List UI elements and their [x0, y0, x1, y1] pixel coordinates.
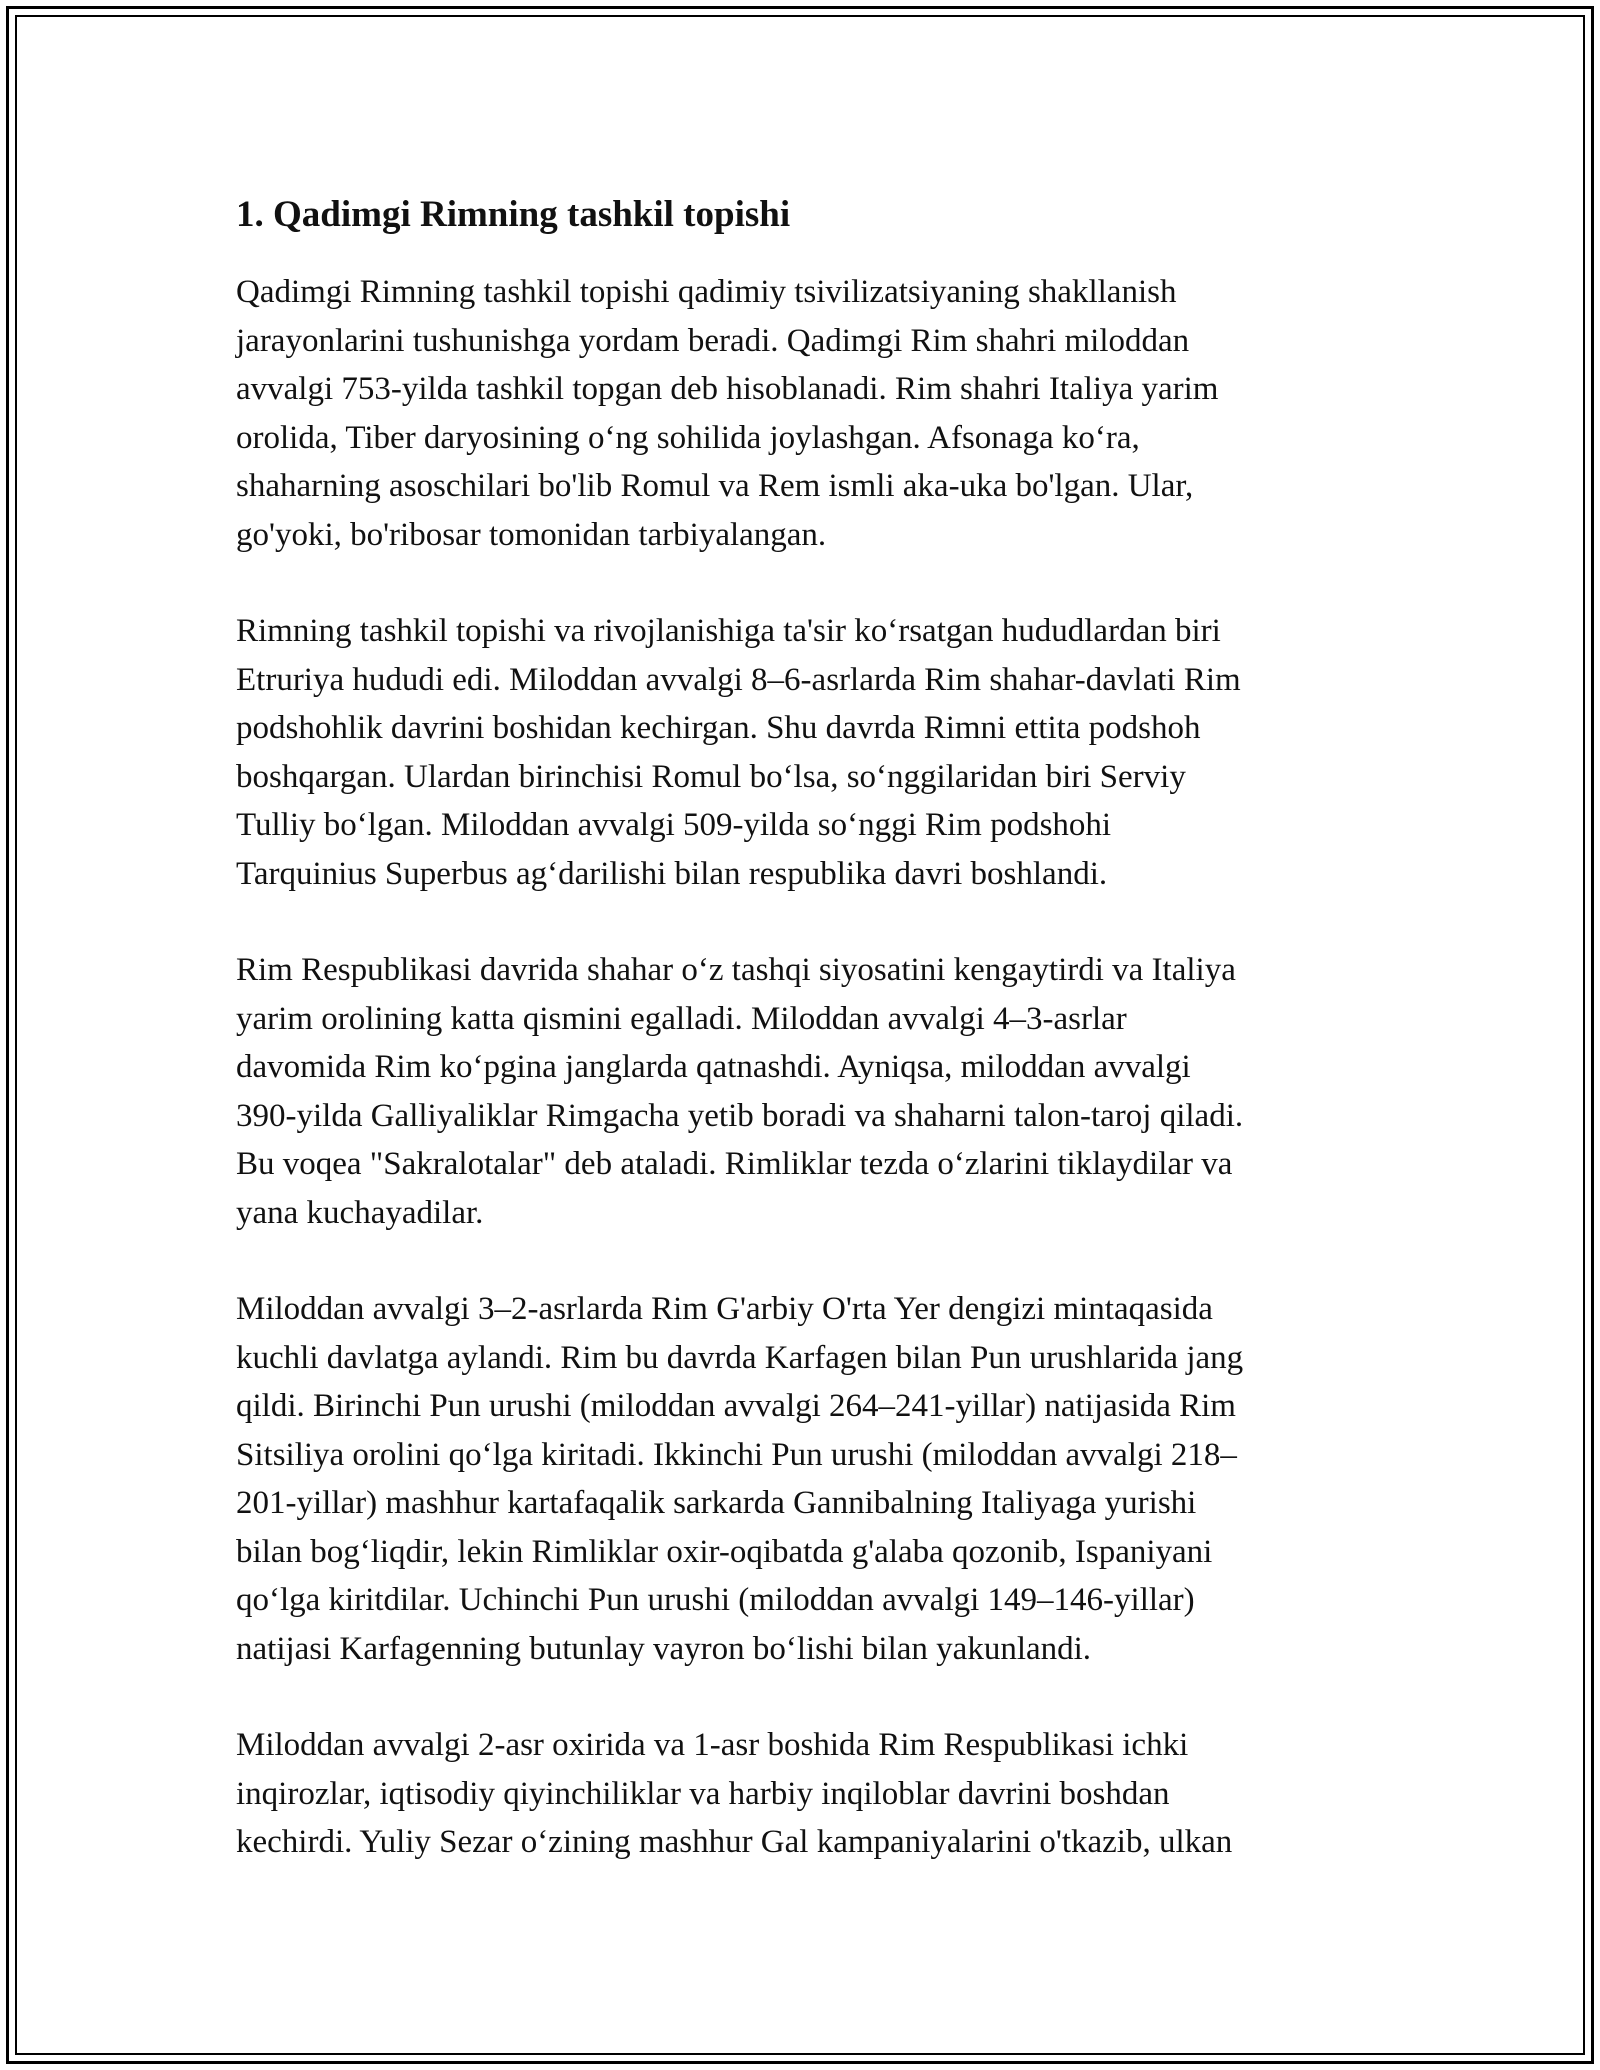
- paragraph-3: Rim Respublikasi davrida shahar o‘z tashqi siyosatini kengaytirdi va Italiya yarim orolining katta qismini egalladi. Miloddan avvalgi 4–3-asrlar davomida Rim ko‘pgina janglarda qatnashdi. Ayniqsa, miloddan avvalgi 390-yilda Galliyaliklar Rimgacha yetib boradi va shaharni talon-taroj qiladi. Bu voqea "Sakralotalar" deb ataladi. Rimliklar tezda o‘zlarini tiklaydilar va yana kuchayadilar.: [236, 952, 1244, 1231]
- paragraph-1: Qadimgi Rimning tashkil topishi qadimiy tsivilizatsiyaning shakllanish jarayonlarini tushunishga yordam beradi. Qadimgi Rim shahri miloddan avvalgi 753-yilda tashkil topgan deb hisoblanadi. Rim shahri Italiya yarim orolida, Tiber daryosining o‘ng sohilida joylashgan. Afsonaga ko‘ra, shaharning asoschilari bo'lib Romul va Rem ismli aka-uka bo'lgan. Ular, go'yoki, bo'ribosar tomonidan tarbiyalangan.: [236, 274, 1219, 553]
- paragraph-5: Miloddan avvalgi 2-asr oxirida va 1-asr boshida Rim Respublikasi ichki inqirozlar, iqtisodiy qiyinchiliklar va harbiy inqiloblar davrini boshdan kechirdi. Yuliy Sezar o‘zining mashhur Gal kampaniyalarini o'tkazib, ulkan: [236, 1727, 1233, 1860]
- paragraph-4: Miloddan avvalgi 3–2-asrlarda Rim G'arbiy O'rta Yer dengizi mintaqasida kuchli davlatga aylandi. Rim bu davrda Karfagen bilan Pun urushlarida jang qildi. Birinchi Pun urushi (miloddan avvalgi 264–241-yillar) natijasida Rim Sitsiliya orolini qo‘lga kiritadi. Ikkinchi Pun urushi (miloddan avvalgi 218– 201-yillar) mashhur kartafaqalik sarkarda Gannibalning Italiyaga yurishi bilan bog‘liqdir, lekin Rimliklar oxir-oqibatda g'alaba qozonib, Ispaniyani qo‘lga kiritdilar. Uchinchi Pun urushi (miloddan avvalgi 149–146-yillar) natijasi Karfagenning butunlay vayron bo‘lishi bilan yakunlandi.: [236, 1291, 1244, 1667]
- document-body: [236, 188, 1366, 1915]
- section-heading: 1. Qadimgi Rimning tashkil topishi: [236, 194, 791, 235]
- paragraph-2: Rimning tashkil topishi va rivojlanishiga ta'sir ko‘rsatgan hududlardan biri Etruriya hududi edi. Miloddan avvalgi 8–6-asrlarda Rim shahar-davlati Rim podshohlik davrini boshidan kechirgan. Shu davrda Rimni ettita podshoh boshqargan. Ulardan birinchisi Romul bo‘lsa, so‘nggilaridan biri Serviy Tulliy bo‘lgan. Miloddan avvalgi 509-yilda so‘nggi Rim podshohi Tarquinius Superbus ag‘darilishi bilan respublika davri boshlandi.: [236, 613, 1241, 892]
